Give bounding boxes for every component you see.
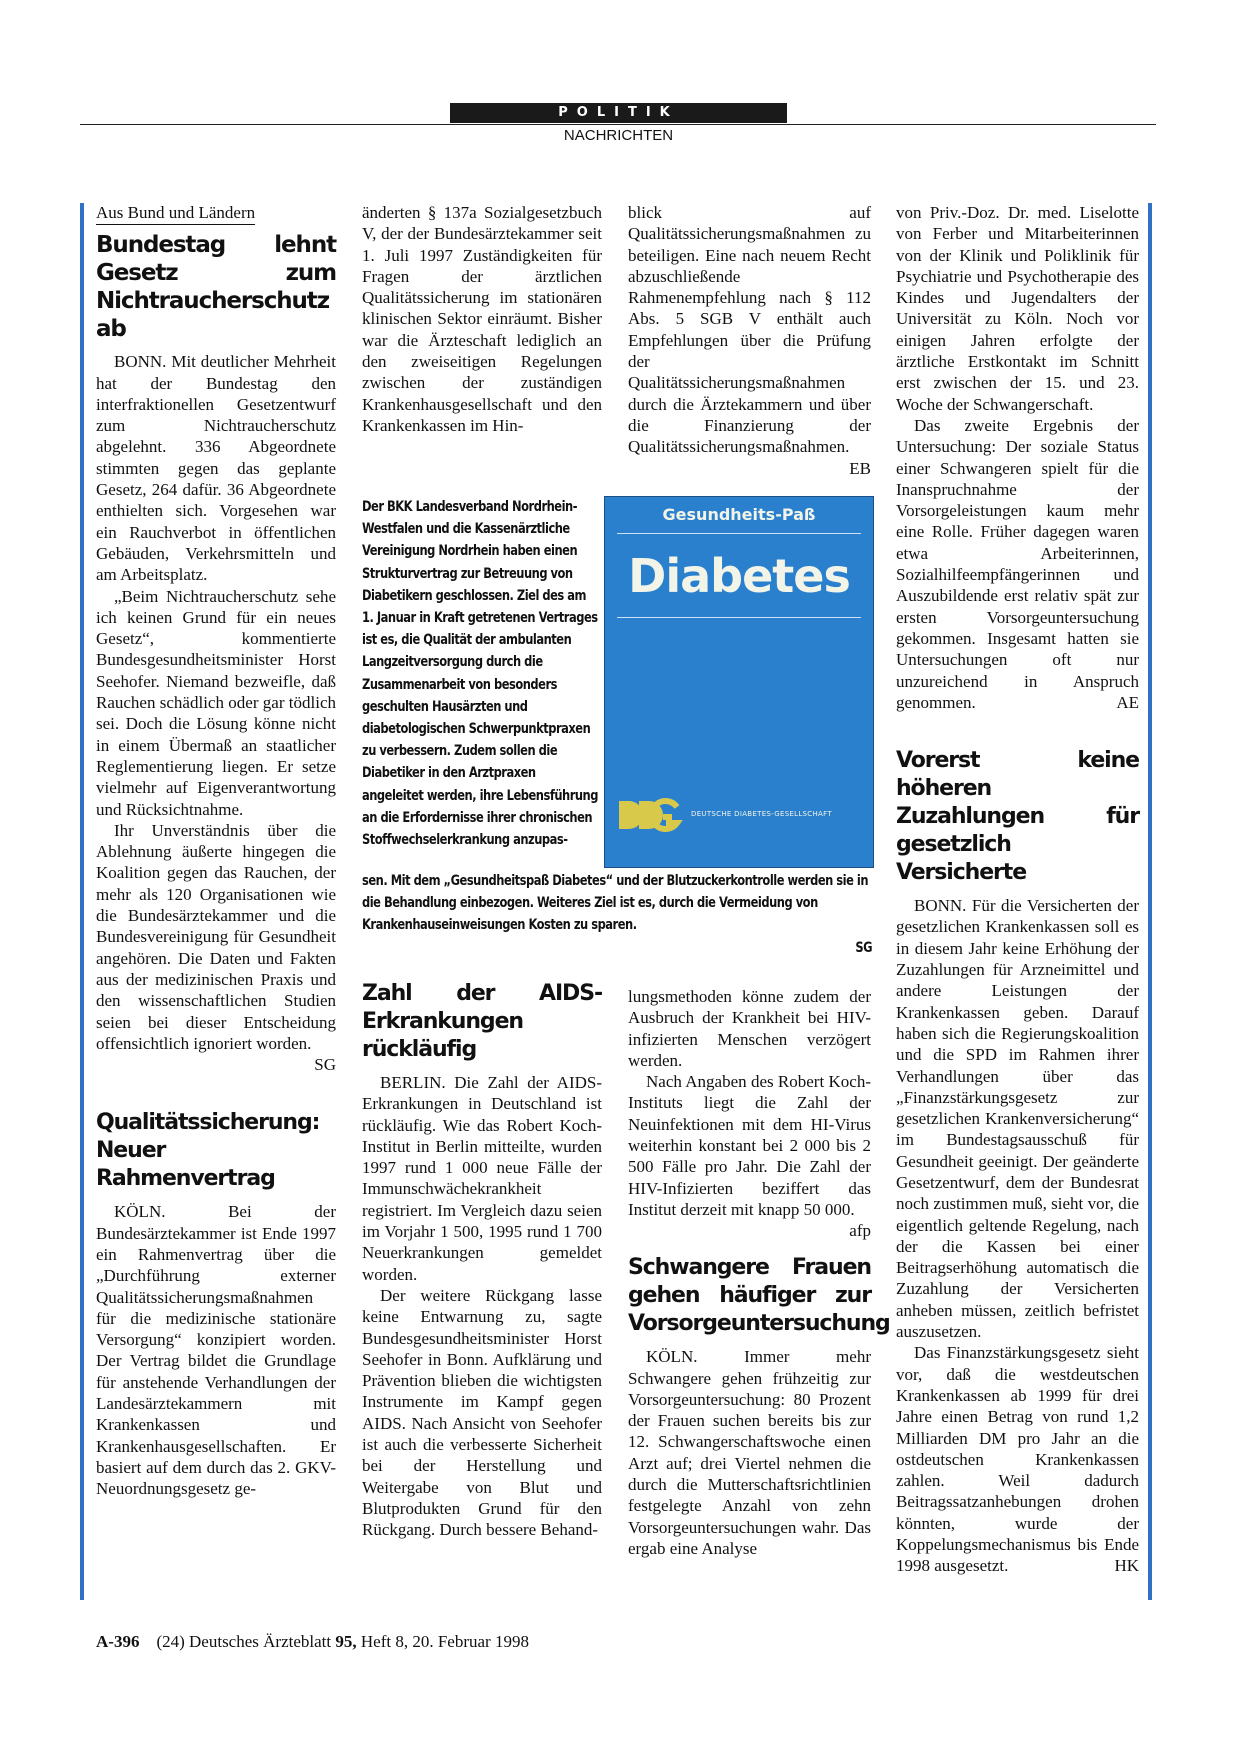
column-1 [96, 202, 336, 1500]
cover-divider [617, 533, 861, 534]
paragraph: Der weitere Rückgang lasse keine Entwarnung zu, sagte Bundesgesundheitsminister Horst Seehofer in Bonn. Aufklärung und Prävention blieben die wichtigsten Instrumente im Kampf gegen AIDS. Nach Ansicht von Seehofer ist auch die verbesserte Sicherheit bei der Herstellung und Weitergabe von Blut und Blutprodukten Grund für den Rückgang. Durch bessere Behand- [362, 1285, 602, 1540]
image-caption: Der BKK Landesverband Nordrhein-Westfalen und die Kassenärztliche Vereinigung Nordrhein haben einen Strukturvertrag zur Betreuung von Diabetikern geschlossen. Ziel des am 1. Januar in Kraft getretenen Vertrages ist es, die Qualität der ambulanten Langzeitversorgung durch die Zusammenarbeit von besonders geschulten Hausärzten und diabetologischen Schwerpunktpraxen zu verbessern. Zudem sollen die Diabetiker in den Arztpraxen angeleitet werden, ihre Lebensführung an die Erfordernisse ihrer chronischen Stoffwechselerkrankung anzupas- [362, 499, 598, 849]
caption-text: sen. Mit dem „Gesundheitspaß Diabetes“ und der Blutzuckerkontrolle werden sie in die Behandlung einbezogen. Weiteres Ziel ist es, durch die Vermeidung von Krankenhauseinweisungen Kosten zu sparen. [362, 873, 869, 934]
paragraph-text: Nach Angaben des Robert Koch-Instituts liegt die Zahl der Neuinfektionen mit dem HI-Virus weiterhin konstant bei 2 000 bis 2 500 Fälle pro Jahr. Die Zahl der HIV-Infizierten beziffert das Institut derzeit mit knapp 50 000. [628, 1072, 871, 1219]
column-3-bottom [628, 986, 890, 1559]
paragraph: BERLIN. Die Zahl der AIDS-Erkrankungen in Deutschland ist rückläufig. Wie das Robert Koch-Institut in Berlin mitteilte, wurden 1997 rund 1 000 neue Fälle der Immunschwächekrankheit registriert. Im Vergleich dazu seien im Vorjahr 1 500, 1995 rund 1 700 Neuerkrankungen gemeldet worden. [362, 1073, 602, 1284]
author-signature: SG [314, 1055, 336, 1075]
paragraph: KÖLN. Bei der Bundesärztekammer ist Ende 1997 ein Rahmenvertrag über die „Durchführung externer Qualitätssicherungsmaßnahmen für die medizinische stationäre Versorgung“ konzipiert worden. Der Vertrag bildet die Grundlage für anstehende Verhandlungen der Landesärztekammern mit Krankenkassen und Krankenhausgesellschaften. Er basiert auf dem durch das 2. GKV-Neuordnungsgesetz ge- [96, 1202, 336, 1499]
paragraph: lungsmethoden könne zudem der Ausbruch der Krankheit bei HIV-infizierten Menschen verzögert werden. [628, 987, 871, 1070]
paragraph [896, 415, 1139, 713]
paragraph: blick auf Qualitätssicherungsmaßnahmen zu beteiligen. Eine nach neuem Recht abzuschließende Rahmenempfehlung nach § 112 Abs. 5 SGB V enthält auch Empfehlungen über die Prüfung der Qualitätssicherungsmaßnahmen durch die Ärztekammern und über die Finanzierung der Qualitätssicherungsmaßnahmen. [628, 203, 871, 457]
right-margin-bar [1148, 203, 1152, 1600]
paragraph: änderten § 137a Sozialgesetzbuch V, der der Bundesärztekammer seit 1. Juli 1997 Zuständigkeiten für Fragen der ärztlichen Qualitätssicherung im stationären klinischen Sektor einräumt. Bisher war die Ärzteschaft lediglich an den zweiseitigen Regelungen zwischen der zuständigen Krankenhausgesellschaft und den Krankenkassen im Hin- [362, 203, 602, 435]
cover-title: Gesundheits-Paß [662, 505, 816, 524]
headline-qualitaetssicherung: Qualitätssicherung: Neuer Rahmenvertrag [96, 1110, 320, 1192]
author-signature: AE [1116, 692, 1139, 712]
author-signature: SG [855, 939, 873, 956]
paragraph [896, 1342, 1139, 1576]
paragraph-text: Das Finanzstärkungsgesetz sieht vor, daß die westdeutschen Krankenkassen ab 1999 für drei Jahre einen Betrag von rund 1,2 Milliarden DM pro Jahr an die ostdeutschen Krankenkassen zahlen. Weil dadurch Beitragssatzanhebungen drohen könnten, wurde der Koppelungsmechanismus bis Ende 1998 ausgesetzt. [896, 1343, 1139, 1576]
paragraph: KÖLN. Immer mehr Schwangere gehen frühzeitig zur Vorsorgeuntersuchung: 80 Prozent der Frauen suchen bereits bis zur 12. Schwangerschaftswoche einen Arzt auf; drei Viertel nehmen die durch die Mutterschaftsrichtlinien festgelegte Anzahl von zehn Vorsorgeuntersuchungen wahr. Das ergab eine Analyse [628, 1347, 871, 1558]
ddg-logo-icon [615, 795, 683, 835]
author-signature: EB [849, 458, 871, 478]
page-footer [96, 1632, 529, 1652]
column-2-top [362, 202, 602, 436]
cover-main-title: Diabetes [628, 549, 850, 603]
subsection-label: NACHRICHTEN [563, 127, 674, 144]
headline-aids: Zahl der AIDS-Erkrankungen rückläufig [362, 981, 602, 1062]
paragraph: von Priv.-Doz. Dr. med. Liselotte von Ferber und Mitarbeiterinnen von der Klinik und Poliklinik für Psychiatrie und Psychotherapie des Kindes und Jugendalters der Universität zu Köln. Noch vor einigen Jahren erfolgte der ärztliche Erstkontakt im Schnitt erst zwischen der 15. und 23. Woche der Schwangerschaft. [896, 203, 1139, 414]
paragraph: BONN. Für die Versicherten der gesetzlichen Krankenkassen soll es in diesem Jahr keine Erhöhung der Zuzahlungen für Arzneimittel und andere Leistungen der Krankenkassen geben. Darauf haben sich die Regierungskoalition und die SPD im Rahmen ihrer Verhandlungen über das „Finanzstärkungsgesetz zur gesetzlichen Krankenversicherung“ im Bundestagsausschuß für Gesundheit geeinigt. Der geänderte Gesetzentwurf, dem der Bundesrat noch zustimmen muß, sieht vor, die eigentlich geltende Regelung, nach der die Kassen bei einer Beitragserhöhung automatisch die Zuzahlung der Versicherten anheben müssen, zeitlich befristet auszusetzen. [896, 896, 1139, 1342]
image-caption-continued [362, 870, 872, 959]
headline-schwangere: Schwangere Frauen gehen häufiger zur Vorsorgeuntersuchung [628, 1255, 890, 1337]
journal-name: (24) Deutsches Ärzteblatt [156, 1632, 332, 1651]
author-signature: afp [849, 1221, 871, 1241]
cover-divider [617, 617, 861, 618]
paragraph: Ihr Unverständnis über die Ablehnung äußerte hingegen die Koalition gegen das Rauchen, der mehr als 120 Organisationen wie die Bundesärztekammer und die Bundesvereinigung für Gesundheit angehören. Die Daten und Fakten aus der medizinischen Praxis und den wissenschaftlichen Studien seien bei dieser Entscheidung offensichtlich ignoriert worden. [96, 820, 336, 1053]
diabetes-pass-cover-image [604, 496, 874, 868]
header-rule [80, 124, 1156, 125]
section-label: POLITIK [450, 103, 787, 123]
paragraph-text: Das zweite Ergebnis der Untersuchung: Der soziale Status einer Schwangeren spielt für die Inanspruchnahme der Vorsorgeleistungen kaum mehr eine Rolle. Früher dagegen waren etwa Arbeiterinnen, Sozialhilfeempfängerinnen und Auszubildende erst relativ spät zur ersten Vorsorgeuntersuchung gekommen. Insgesamt hatten sie Untersuchungen oft nur unzureichend in Anspruch genommen. [896, 415, 1139, 712]
paragraph: BONN. Mit deutlicher Mehrheit hat der Bundestag den interfraktionellen Gesetzentwurf zum Nichtraucherschutz abgelehnt. 336 Abgeordnete stimmten gegen das geplante Gesetz, 264 dafür. 36 Abgeordnete enthielten sich. Vorgesehen war ein Rauchverbot in öffentlichen Gebäuden, Verkehrsmitteln und am Arbeitsplatz. [96, 352, 336, 585]
cover-organization: DEUTSCHE DIABETES-GESELLSCHAFT [691, 810, 832, 818]
issue-date: Heft 8, 20. Februar 1998 [360, 1632, 529, 1651]
paragraph [628, 1071, 871, 1241]
headline-nichtraucherschutz: Bundestag lehnt Gesetz zum Nichtraucherschutz ab [96, 232, 336, 343]
author-signature: HK [1114, 1556, 1139, 1576]
volume-number: 95, [335, 1632, 357, 1651]
headline-zuzahlungen: Vorerst keine höheren Zuzahlungen für gesetzlich Versicherte [896, 748, 1139, 886]
page-number: A-396 [96, 1632, 140, 1651]
kicker: Aus Bund und Ländern [96, 202, 255, 225]
column-4 [896, 202, 1139, 1577]
left-margin-bar [80, 203, 84, 1600]
column-3-top [628, 202, 871, 479]
paragraph: „Beim Nichtraucherschutz sehe ich keinen Grund für ein neues Gesetz“, kommentierte Bundesgesundheitsminister Horst Seehofer. Niemand bezweifle, daß Rauchen schädlich oder gar tödlich sei. Doch die Lösung könne nicht in einem Übermaß an staatlicher Reglementierung liegen. Er setze vielmehr auf Eigenverantwortung und Rücksichtnahme. [96, 586, 336, 819]
column-2-bottom [362, 980, 602, 1541]
